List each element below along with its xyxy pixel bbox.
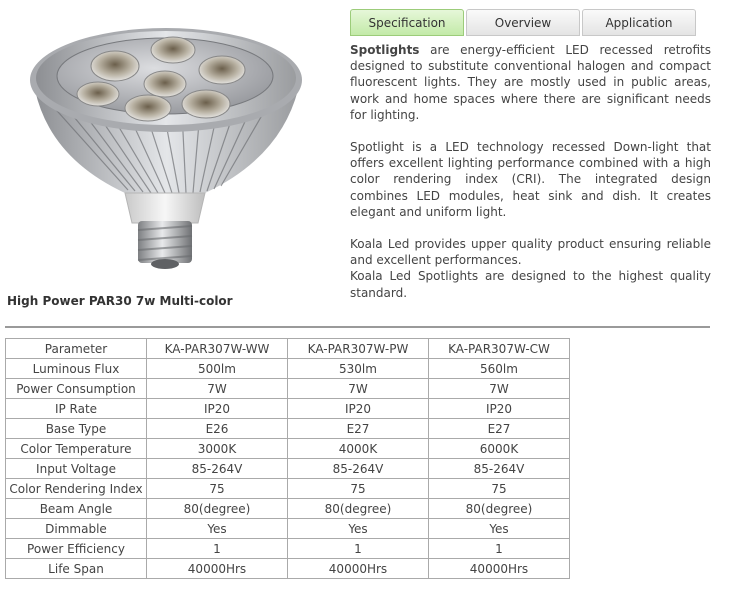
led-par30-spotlight-icon <box>10 8 310 278</box>
value-cell: 7W <box>288 379 429 399</box>
value-cell: IP20 <box>429 399 570 419</box>
parameter-cell: Base Type <box>6 419 147 439</box>
value-cell: 4000K <box>288 439 429 459</box>
value-cell: 40000Hrs <box>288 559 429 579</box>
parameter-cell: Color Rendering Index <box>6 479 147 499</box>
table-row <box>6 539 570 559</box>
tab-application[interactable]: Application <box>582 9 696 36</box>
parameter-cell: Color Temperature <box>6 439 147 459</box>
value-cell: 40000Hrs <box>147 559 288 579</box>
value-cell: 75 <box>288 479 429 499</box>
table-row <box>6 519 570 539</box>
value-cell: Yes <box>429 519 570 539</box>
value-cell: IP20 <box>147 399 288 419</box>
value-cell: 85-264V <box>288 459 429 479</box>
product-image <box>10 8 310 278</box>
value-cell: 7W <box>147 379 288 399</box>
value-cell: 80(degree) <box>429 499 570 519</box>
value-cell: 75 <box>147 479 288 499</box>
parameter-cell: Power Consumption <box>6 379 147 399</box>
table-row <box>6 419 570 439</box>
table-header-cell: KA-PAR307W-WW <box>147 339 288 359</box>
tab-specification[interactable]: Specification <box>350 9 464 36</box>
description-paragraph-3: Koala Led provides upper quality product ensuring reliable and excellent performances. <box>350 237 711 268</box>
value-cell: 1 <box>288 539 429 559</box>
value-cell: 3000K <box>147 439 288 459</box>
value-cell: Yes <box>288 519 429 539</box>
value-cell: 560lm <box>429 359 570 379</box>
value-cell: E27 <box>288 419 429 439</box>
value-cell: 1 <box>147 539 288 559</box>
description-keyword: Spotlights <box>350 43 420 57</box>
description-paragraph-4: Koala Led Spotlights are designed to the highest quality standard. <box>350 269 711 300</box>
table-row <box>6 459 570 479</box>
parameter-cell: IP Rate <box>6 399 147 419</box>
product-caption: High Power PAR30 7w Multi-color <box>7 294 233 308</box>
table-header-cell: KA-PAR307W-PW <box>288 339 429 359</box>
value-cell: 85-264V <box>147 459 288 479</box>
value-cell: E26 <box>147 419 288 439</box>
table-row <box>6 479 570 499</box>
value-cell: 6000K <box>429 439 570 459</box>
value-cell: 40000Hrs <box>429 559 570 579</box>
value-cell: E27 <box>429 419 570 439</box>
parameter-cell: Luminous Flux <box>6 359 147 379</box>
value-cell: 530lm <box>288 359 429 379</box>
parameter-cell: Beam Angle <box>6 499 147 519</box>
section-divider <box>5 326 710 328</box>
table-header-cell: KA-PAR307W-CW <box>429 339 570 359</box>
value-cell: 500lm <box>147 359 288 379</box>
parameter-cell: Dimmable <box>6 519 147 539</box>
value-cell: IP20 <box>288 399 429 419</box>
parameter-cell: Input Voltage <box>6 459 147 479</box>
table-header-cell: Parameter <box>6 339 147 359</box>
table-row <box>6 379 570 399</box>
value-cell: 1 <box>429 539 570 559</box>
parameter-cell: Life Span <box>6 559 147 579</box>
value-cell: 75 <box>429 479 570 499</box>
table-row <box>6 499 570 519</box>
description-paragraph-2: Spotlight is a LED technology recessed Down-light that offers excellent lighting performance combined with a high color rendering index (CRI). The integrated design combines LED modules, heat sink and dish. It creates elegant and uniform light. <box>350 140 711 219</box>
description-paragraph-1 <box>350 42 711 123</box>
spec-table <box>5 338 570 579</box>
description-text-1: are energy-efficient LED recessed retrofits designed to substitute conventional halogen and compact fluorescent lights. They are mostly used in public areas, work and home spaces where there are significant needs for lighting. <box>350 43 711 122</box>
value-cell: 85-264V <box>429 459 570 479</box>
product-description <box>350 42 711 301</box>
value-cell: Yes <box>147 519 288 539</box>
table-header-row <box>6 339 570 359</box>
table-row <box>6 359 570 379</box>
table-row <box>6 439 570 459</box>
table-row <box>6 559 570 579</box>
tab-overview[interactable]: Overview <box>466 9 580 36</box>
parameter-cell: Power Efficiency <box>6 539 147 559</box>
value-cell: 80(degree) <box>288 499 429 519</box>
value-cell: 80(degree) <box>147 499 288 519</box>
value-cell: 7W <box>429 379 570 399</box>
table-row <box>6 399 570 419</box>
